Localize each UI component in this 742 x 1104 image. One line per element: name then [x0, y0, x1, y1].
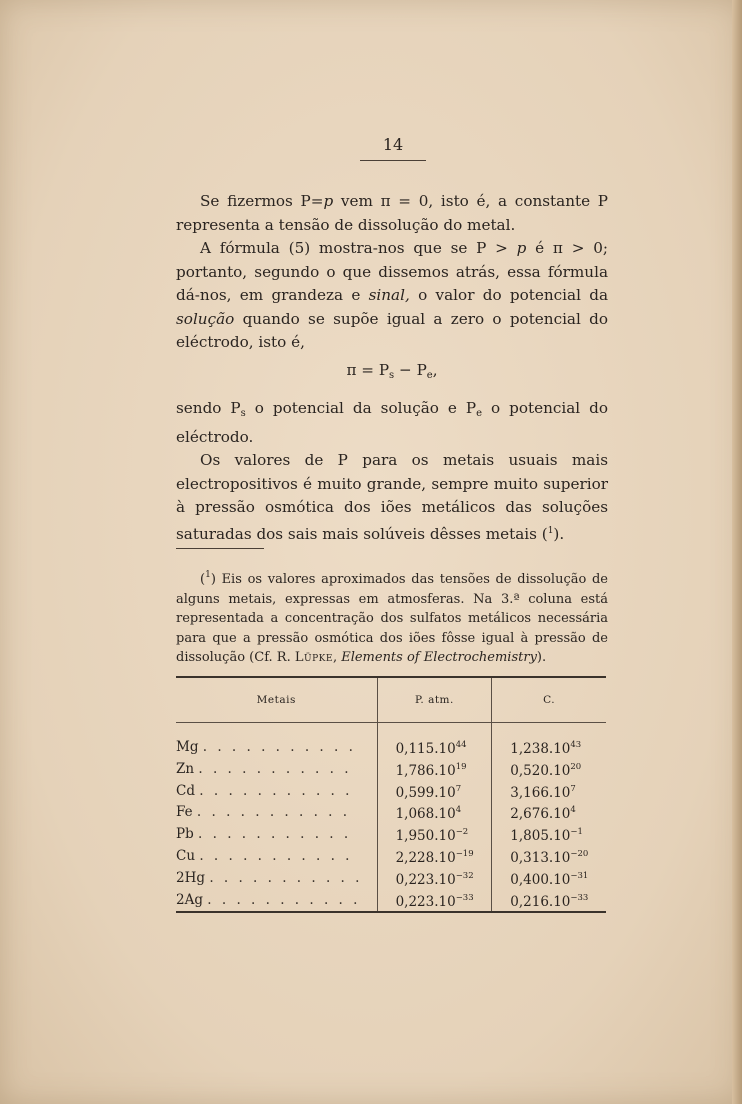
p1-var-p: p — [323, 192, 334, 210]
c-cell — [492, 890, 606, 913]
p-atm-exponent: −2 — [455, 827, 469, 838]
p-atm-cell — [377, 890, 492, 913]
p3-sub-s: s — [240, 408, 246, 419]
c-cell — [492, 781, 606, 803]
metal-name: Zn — [176, 760, 195, 777]
c-exponent: −31 — [570, 870, 589, 881]
p2-text-e: o valor do potencial da — [409, 286, 608, 304]
leader-dots: . . . . . . . . . . . — [207, 891, 361, 908]
metal-name: Cd — [176, 782, 195, 799]
p3-sub-e: e — [476, 408, 483, 419]
c-cell — [492, 824, 606, 846]
p4-text-b: ). — [553, 524, 565, 543]
p-atm-base: 1,950.10 — [395, 828, 456, 845]
footnote — [176, 566, 608, 668]
p-atm-exponent: −19 — [455, 848, 474, 859]
c-base: 0,400.10 — [510, 871, 571, 888]
formula-sub-e: e — [426, 369, 433, 381]
metal-cell — [176, 846, 377, 868]
p-atm-cell — [377, 781, 492, 803]
p3-text-c: o potencial do eléctrodo. — [176, 399, 609, 446]
p3-text-a: sendo P — [176, 399, 241, 417]
table-row — [176, 846, 606, 868]
c-exponent: −1 — [570, 827, 583, 838]
formula — [176, 359, 608, 388]
c-base: 1,805.10 — [510, 828, 571, 845]
p1-equals: = — [310, 192, 324, 210]
p-atm-base: 0,115.10 — [395, 741, 456, 757]
c-cell — [492, 846, 606, 868]
c-base: 0,216.10 — [510, 893, 571, 910]
p-atm-base: 2,228.10 — [395, 849, 456, 866]
fn-book-title: Elements of Electrochemistry — [341, 650, 537, 665]
table-row — [176, 802, 606, 824]
p-atm-base: 1,786.10 — [395, 762, 456, 779]
fn-text-c: , — [332, 650, 342, 665]
page-number: 14 — [360, 135, 426, 161]
p2-text-c: é π > 0; portanto, segundo o que dissemos atrás, essa fórmula dá-nos, em grandeza e — [176, 239, 608, 304]
p-atm-exponent: −33 — [455, 892, 474, 903]
formula-sub-s: s — [389, 369, 395, 381]
metal-name: 2Hg — [176, 869, 206, 886]
metal-name: Mg — [176, 739, 199, 755]
formula-c: , — [432, 360, 438, 379]
table-row — [176, 781, 606, 803]
c-cell — [492, 802, 606, 824]
leader-dots: . . . . . . . . . . . — [202, 739, 356, 755]
p-atm-base: 0,223.10 — [395, 871, 456, 888]
metal-name: Fe — [176, 804, 193, 821]
footnote-rule — [176, 548, 264, 549]
p2-var-p: p — [516, 239, 527, 257]
table-row — [176, 868, 606, 890]
metal-name: 2Ag — [176, 891, 203, 908]
p-atm-exponent: 44 — [455, 740, 467, 750]
p-atm-cell — [377, 868, 492, 890]
p2-text-g: quando se supõe igual a zero o potencial do eléctrodo, isto é, — [176, 309, 608, 351]
table-row — [176, 737, 606, 759]
table-row — [176, 890, 606, 913]
leader-dots: . . . . . . . . . . . — [209, 869, 363, 886]
header-metais: Metais — [176, 677, 377, 723]
p-atm-cell — [377, 802, 492, 824]
leader-dots: . . . . . . . . . . . — [198, 760, 352, 777]
leader-dots: . . . . . . . . . . . — [196, 804, 351, 821]
p-atm-exponent: 4 — [455, 805, 462, 816]
paragraph-3 — [176, 397, 608, 449]
metal-cell — [176, 890, 377, 913]
header-c: C. — [492, 677, 606, 723]
data-table — [176, 676, 606, 913]
metal-cell — [176, 781, 377, 803]
p-atm-cell — [377, 824, 492, 846]
p-atm-exponent: 7 — [455, 783, 462, 794]
metal-name: Pb — [176, 826, 194, 843]
formula-b: − P — [394, 360, 427, 379]
metal-cell — [176, 802, 377, 824]
c-base: 2,676.10 — [510, 806, 571, 823]
paragraph-1 — [176, 190, 608, 237]
p-atm-cell — [377, 846, 492, 868]
leader-dots: . . . . . . . . . . . — [198, 826, 352, 843]
p4-text-a: Os valores de P para os metais usuais mais electropositivos é muito grande, sempre muito superior à pressão osmótica dos iões metálicos das soluções saturadas dos sais mais solúveis dêsses metais ( — [176, 451, 608, 543]
metal-cell — [176, 824, 377, 846]
p-atm-cell — [377, 759, 492, 781]
paragraph-4 — [176, 449, 608, 546]
p3-text-b: o potencial da solução e P — [245, 399, 477, 417]
c-exponent: 43 — [570, 740, 582, 750]
fn-author: Lüpke — [294, 650, 333, 665]
c-cell — [492, 759, 606, 781]
fn-open: ( — [200, 572, 206, 587]
metal-cell — [176, 759, 377, 781]
paragraph-2 — [176, 237, 608, 355]
c-exponent: −33 — [570, 892, 589, 903]
body-text — [176, 190, 608, 546]
p1-text-d: vem π = 0, isto é, a constante P representa a tensão de dissolução do metal. — [176, 192, 608, 234]
page-edge — [732, 0, 742, 1104]
p-atm-base: 0,599.10 — [395, 784, 456, 801]
header-p-atm: P. atm. — [377, 677, 492, 723]
p2-italic-sinal: sinal, — [368, 286, 410, 304]
p-atm-cell — [377, 737, 492, 759]
fn-text-d: ). — [536, 650, 547, 665]
p2-text-a: A fórmula (5) mostra-nos que se P > — [200, 239, 517, 257]
c-base: 3,166.10 — [510, 784, 571, 801]
p-atm-base: 1,068.10 — [395, 806, 456, 823]
p-atm-exponent: 19 — [455, 761, 467, 772]
c-exponent: 20 — [570, 761, 582, 772]
p-atm-exponent: −32 — [455, 870, 474, 881]
p1-text-a: Se fizermos P — [200, 192, 311, 210]
fn-text-b: ) Eis os valores aproximados das tensões de dissolução de alguns metais, expressas em atmosferas. Na 3.ª coluna está representada a concentração dos sulfatos metálicos necessária para que a pressão osmótica dos iões fôsse igual à pressão de dissolução (Cf. R. — [176, 572, 608, 665]
footnote-ref: 1 — [547, 525, 554, 536]
c-exponent: −20 — [570, 848, 589, 859]
fn-marker: 1 — [205, 570, 211, 580]
table-row — [176, 759, 606, 781]
c-exponent: 4 — [570, 805, 576, 816]
formula-a: π = P — [346, 360, 390, 379]
table-row — [176, 824, 606, 846]
metal-name: Cu — [176, 847, 196, 864]
c-exponent: 7 — [570, 783, 576, 794]
c-base: 1,238.10 — [510, 741, 571, 757]
leader-dots: . . . . . . . . . . . — [199, 847, 353, 864]
p-atm-base: 0,223.10 — [395, 893, 456, 910]
metal-cell — [176, 737, 377, 759]
c-base: 0,313.10 — [510, 849, 571, 866]
c-cell — [492, 737, 606, 759]
metal-cell — [176, 868, 377, 890]
c-base: 0,520.10 — [510, 762, 571, 779]
leader-dots: . . . . . . . . . . . — [199, 782, 353, 799]
c-cell — [492, 868, 606, 890]
p2-italic-solucao: solução — [176, 309, 235, 328]
